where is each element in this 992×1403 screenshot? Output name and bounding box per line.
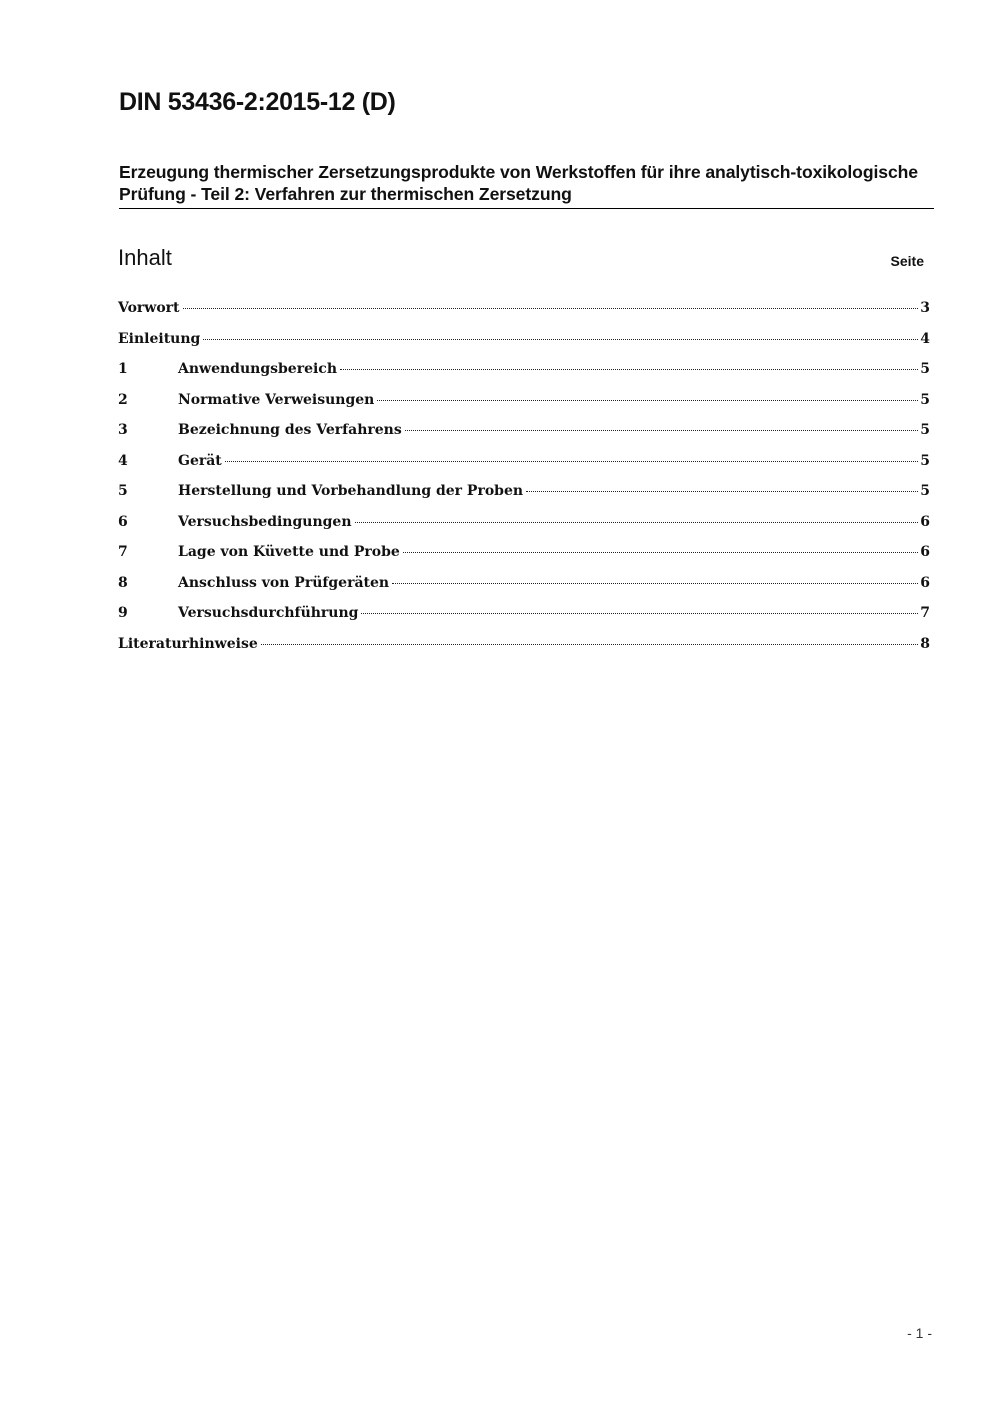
- toc-entry-label: Gerät: [178, 452, 222, 469]
- toc-entry-6[interactable]: [118, 514, 930, 545]
- toc-entry-number: 4: [118, 452, 128, 469]
- toc-entry-number: 3: [118, 422, 128, 438]
- toc-entry-page: 3: [920, 300, 930, 316]
- toc-entry-label: Vorwort: [118, 300, 180, 316]
- toc-entry-number: 5: [118, 483, 128, 499]
- table-of-contents: [118, 300, 930, 666]
- toc-entry-page: 5: [920, 483, 930, 499]
- toc-entry-literaturhinweise[interactable]: [118, 636, 930, 667]
- toc-heading: Inhalt: [118, 245, 172, 270]
- toc-dot-leader: [340, 369, 918, 370]
- toc-entry-7[interactable]: [118, 544, 930, 575]
- toc-dot-leader: [203, 339, 918, 340]
- toc-dot-leader: [261, 644, 919, 645]
- toc-entry-number: 7: [118, 544, 128, 560]
- toc-entry-label: Lage von Küvette und Probe: [178, 544, 400, 560]
- document-title: Erzeugung thermischer Zersetzungsprodukte von Werkstoffen für ihre analytisch-toxikologische Prüfung - Teil 2: Verfahren zur thermischen Zersetzung: [119, 161, 934, 209]
- toc-entry-page: 5: [920, 361, 930, 377]
- toc-entry-3[interactable]: [118, 422, 930, 453]
- toc-entry-2[interactable]: [118, 392, 930, 423]
- page-number: - 1 -: [907, 1325, 932, 1341]
- toc-entry-8[interactable]: [118, 575, 930, 606]
- toc-entry-number: 2: [118, 391, 128, 408]
- toc-entry-label: Versuchsdurchführung: [178, 605, 359, 621]
- toc-dot-leader: [526, 491, 918, 492]
- toc-dot-leader: [403, 552, 918, 553]
- toc-entry-page: 6: [920, 544, 930, 560]
- toc-dot-leader: [225, 461, 918, 462]
- toc-dot-leader: [355, 522, 919, 523]
- toc-entry-4[interactable]: [118, 453, 930, 484]
- toc-page-column-label: Seite: [890, 253, 924, 269]
- toc-entry-label: Versuchsbedingungen: [178, 513, 352, 530]
- toc-entry-page: 7: [920, 605, 930, 621]
- toc-entry-number: 8: [118, 574, 128, 591]
- toc-entry-page: 6: [920, 513, 930, 530]
- toc-entry-vorwort[interactable]: [118, 300, 930, 331]
- toc-entry-label: Herstellung und Vorbehandlung der Proben: [178, 483, 524, 499]
- document-number: DIN 53436-2:2015-12 (D): [119, 88, 396, 116]
- toc-entry-label: Anschluss von Prüfgeräten: [178, 574, 390, 591]
- toc-dot-leader: [392, 583, 918, 584]
- toc-entry-einleitung[interactable]: [118, 331, 930, 362]
- toc-dot-leader: [183, 308, 919, 309]
- toc-entry-page: 5: [920, 452, 930, 469]
- toc-entry-page: 8: [920, 635, 930, 652]
- toc-dot-leader: [361, 613, 918, 614]
- toc-dot-leader: [405, 430, 919, 431]
- toc-entry-9[interactable]: [118, 605, 930, 636]
- toc-entry-number: 9: [118, 605, 128, 621]
- toc-entry-page: 4: [920, 330, 930, 347]
- toc-entry-label: Bezeichnung des Verfahrens: [178, 422, 402, 438]
- toc-entry-page: 5: [920, 391, 930, 408]
- toc-entry-page: 5: [920, 422, 930, 438]
- toc-entry-page: 6: [920, 574, 930, 591]
- toc-entry-number: 6: [118, 513, 128, 530]
- toc-entry-label: Normative Verweisungen: [178, 391, 375, 408]
- toc-entry-label: Einleitung: [118, 330, 201, 347]
- toc-dot-leader: [377, 400, 918, 401]
- toc-entry-label: Literaturhinweise: [118, 635, 258, 652]
- toc-entry-5[interactable]: [118, 483, 930, 514]
- toc-entry-label: Anwendungsbereich: [178, 361, 337, 377]
- toc-entry-number: 1: [118, 361, 128, 377]
- toc-entry-1[interactable]: [118, 361, 930, 392]
